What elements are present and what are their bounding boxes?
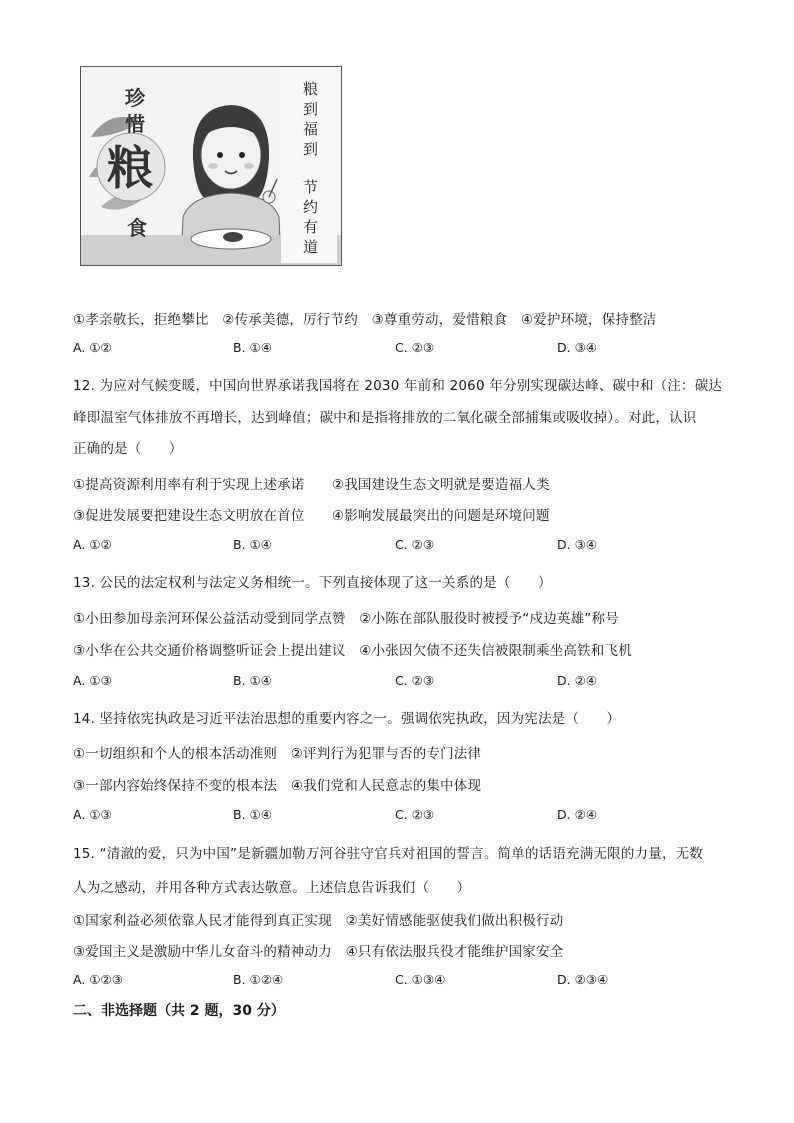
q11-option-c: C. ②③ [395,340,435,355]
q13-option-d: D. ②④ [557,673,597,688]
q14-stem: 14. 坚持依宪执政是习近平法治思想的重要内容之一。强调依宪执政，因为宪法是（ ） [73,711,621,727]
q15-stem: 15. “清澈的爱，只为中国”是新疆加勒万河谷驻守官兵对祖国的誓言。简单的话语充满无限的力量，无数 [73,846,704,862]
poster-char: 约 [303,198,319,216]
q14-statement: ③一部内容始终保持不变的根本法 ④我们党和人民意志的集中体现 [73,778,482,794]
q12-stem: 正确的是（ ） [73,441,183,457]
q13-stem: 13. 公民的法定权利与法定义务相统一。下列直接体现了这一关系的是（ ） [73,575,552,591]
q12-statement: ③促进发展要把建设生态文明放在首位 ④影响发展最突出的问题是环境问题 [73,508,550,524]
q15-option-d: D. ②③④ [557,972,609,987]
q15-option-b: B. ①②④ [233,972,284,987]
q15-option-a: A. ①②③ [73,972,123,987]
q14-statement: ①一切组织和个人的根本活动准则 ②评判行为犯罪与否的专门法律 [73,746,482,762]
poster-illustration [80,66,342,266]
q14-option-d: D. ②④ [557,807,597,822]
poster-char: 惜 [125,112,145,136]
q13-statement: ③小华在公共交通价格调整听证会上提出建议 ④小张因欠债不还失信被限制乘坐高铁和飞机 [73,643,632,659]
q12-option-c: C. ②③ [395,537,435,552]
q11-option-d: D. ③④ [557,340,597,355]
q13-option-b: B. ①④ [233,673,272,688]
q12-stem: 峰即温室气体排放不再增长，达到峰值；碳中和是指将排放的二氧化碳全部捕集或吸收掉）。对此，认识 [73,410,697,426]
poster-char: 珍 [125,86,145,110]
poster-title-big [107,141,153,195]
poster-slogan-2 [303,177,318,257]
q14-option-b: B. ①④ [233,807,272,822]
poster-char: 节 [303,178,319,196]
poster-slogan-1 [303,79,318,159]
q15-option-c: C. ①③④ [395,972,446,987]
q12-option-b: B. ①④ [233,537,272,552]
q15-stem: 人为之感动，并用各种方式表达敬意。上述信息告诉我们（ ） [73,880,471,896]
poster-char: 粮 [107,141,153,195]
poster-char: 福 [303,120,319,138]
q13-statement: ①小田参加母亲河环保公益活动受到同学点赞 ②小陈在部队服役时被授予“戍边英雄”称号 [73,611,619,627]
q12-option-d: D. ③④ [557,537,597,552]
q15-statement: ③爱国主义是激励中华儿女奋斗的精神动力 ④只有依法服兵役才能维护国家安全 [73,944,564,960]
poster-char: 到 [303,140,319,158]
q14-option-c: C. ②③ [395,807,435,822]
poster-title-top [125,85,145,137]
poster-char: 有 [303,218,319,236]
q11-option-b: B. ①④ [233,340,272,355]
q11-option-a: A. ①② [73,340,112,355]
q15-statement: ①国家利益必须依靠人民才能得到真正实现 ②美好情感能驱使我们做出积极行动 [73,913,564,929]
poster-title-bottom [127,215,147,241]
q12-option-a: A. ①② [73,537,112,552]
poster-char: 道 [303,238,319,256]
poster-char: 粮 [303,80,319,98]
q12-statement: ①提高资源利用率有利于实现上述承诺 ②我国建设生态文明就是要造福人类 [73,477,550,493]
section-title: 二、非选择题（共 2 题，30 分） [73,1003,285,1019]
q13-option-c: C. ②③ [395,673,435,688]
q12-stem: 12. 为应对气候变暖，中国向世界承诺我国将在 2030 年前和 2060 年分别实现碳达峰、碳中和（注：碳达 [73,378,723,394]
q14-option-a: A. ①③ [73,807,112,822]
poster-char: 到 [303,100,319,118]
q13-option-a: A. ①③ [73,673,112,688]
poster-char: 食 [127,216,147,240]
q11-statements: ①孝亲敬长，拒绝攀比 ②传承美德，厉行节约 ③尊重劳动，爱惜粮食 ④爱护环境，保持整洁 [73,312,657,328]
